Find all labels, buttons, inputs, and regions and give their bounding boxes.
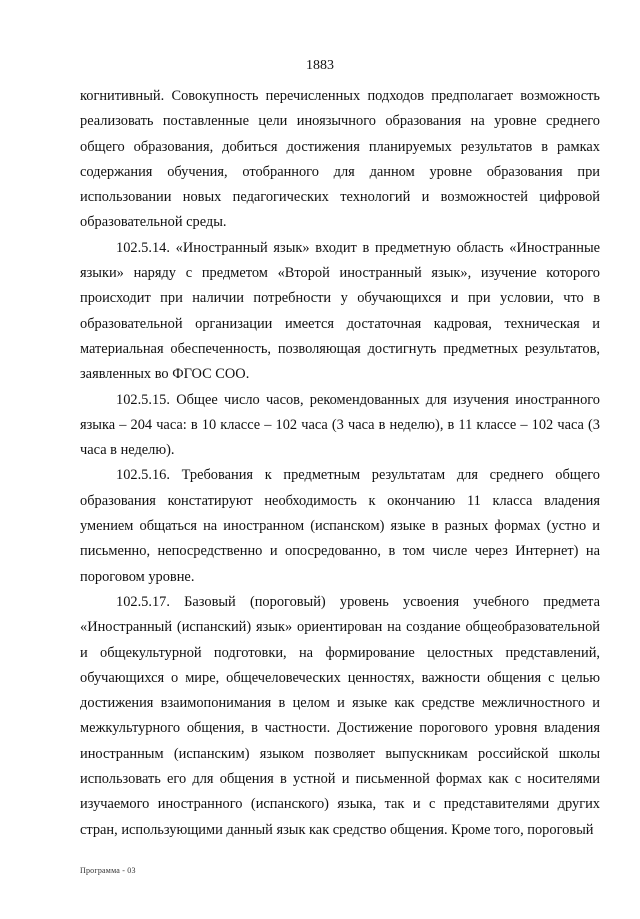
page-number: 1883 [306,58,334,73]
paragraph-102-5-15: 102.5.15. Общее число часов, рекомендованных для изучения иностранного языка – 204 часа: в 10 классе – 102 часа (3 часа в неделю), в 11 классе – 102 часа (3 часа в неделю). [80,391,600,459]
document-body [80,84,600,843]
paragraph-102-5-14: 102.5.14. «Иностранный язык» входит в предметную область «Иностранные языки» наряду с предметом «Второй иностранный язык», изучение которого происходит при наличии потребности у обучающихся и при условии, что в образовательной организации имеется достаточная кадровая, техническая и материальная обеспеченность, позволяющая достигнуть предметных результатов, заявленных во ФГОС СОО. [80,239,600,383]
paragraph-102-5-16: 102.5.16. Требования к предметным результатам для среднего общего образования констатируют необходимость к окончанию 11 класса владения умением общаться на иностранном (испанском) языке в разных формах (устно и письменно, непосредственно и опосредованно, в том числе через Интернет) на пороговом уровне. [80,467,600,585]
footer-label: Программа - 03 [80,866,136,875]
paragraph-102-5-17: 102.5.17. Базовый (пороговый) уровень усвоения учебного предмета «Иностранный (испанский) язык» ориентирован на создание общеобразовательной и общекультурной подготовки, на формирование целостных представлений, обучающихся о мире, общечеловеческих ценностях, важности общения с целью достижения взаимопонимания в целом и языке как средстве межличностного и межкультурного общения, в частности. Достижение порогового уровня владения иностранным (испанским) языком позволяет выпускникам российской школы использовать его для общения в устной и письменной формах как с носителями изучаемого иностранного (испанского) языка, так и с представителями других стран, использующими данный язык как средство общения. Кроме того, пороговый [80,593,600,838]
paragraph-continuation: когнитивный. Совокупность перечисленных подходов предполагает возможность реализовать поставленные цели иноязычного образования на уровне среднего общего образования, добиться достижения планируемых результатов в рамках содержания обучения, отобранного для данном уровне образования при использовании новых педагогических технологий и возможностей цифровой образовательной среды. [80,88,600,231]
